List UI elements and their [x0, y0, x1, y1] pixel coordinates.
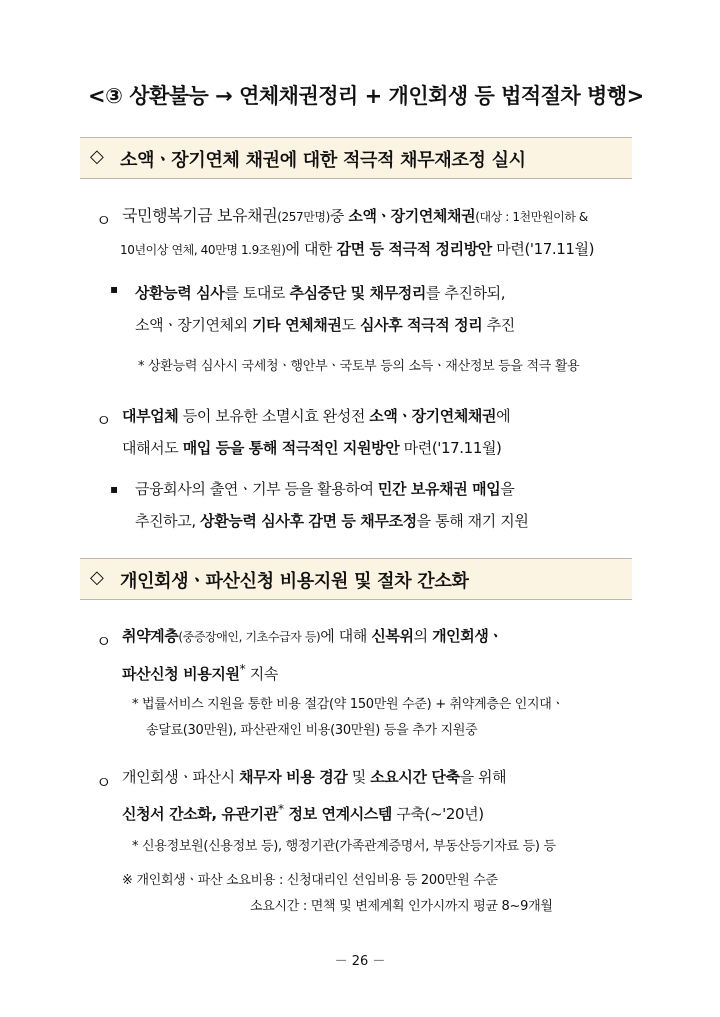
page-title [88, 80, 648, 110]
circle-bullet-icon: ㅇ [96, 632, 112, 651]
item-6-line-1: 개인회생ㆍ파산시 채무자 비용 경감 및 소요시간 단축을 위해 [122, 768, 507, 786]
diamond-icon: ◇ [90, 567, 104, 588]
circle-bullet-icon: ㅇ [96, 773, 112, 792]
reference-note-line-1: ※ 개인회생ㆍ파산 소요비용 : 신청대리인 선임비용 등 200만원 수준 [122, 873, 498, 888]
title-open-bracket: < [88, 84, 106, 108]
item-1-line-2: 10년이상 연체, 40만명 1.9조원)에 대한 감면 등 적극적 정리방안 마련('17.11월) [120, 240, 595, 258]
item-4-line-2: 추진하고, 상환능력 심사후 감면 등 채무조정을 통해 재기 지원 [135, 512, 529, 530]
footnote-marker: * [277, 801, 284, 816]
item-3 [122, 400, 510, 464]
item-6-line-2: 신청서 간소화, 유관기관* 정보 연계시스템 구축(~'20년) [122, 801, 484, 823]
footnote-marker: * [239, 661, 246, 676]
section-label: 소액ㆍ장기연체 채권에 대한 적극적 채무재조정 실시 [120, 150, 526, 171]
item-3-line-2: 대해서도 매입 등을 통해 적극적인 지원방안 마련('17.11월) [122, 439, 502, 457]
circle-bullet-icon: ㅇ [96, 411, 112, 430]
note-2-line-2: 송달료(30만원), 파산관재인 비용(30만원) 등을 추가 지원중 [146, 723, 478, 738]
item-6 [122, 761, 506, 830]
reference-note-line-2: 소요시간 : 면책 및 변제계획 인가시까지 평균 8~9개월 [250, 899, 553, 914]
section-header-2 [80, 558, 632, 600]
reference-note [122, 868, 553, 920]
title-number: ③ [105, 84, 123, 108]
asterisk-icon: * [138, 359, 145, 374]
square-bullet-icon: ▪ [110, 482, 119, 496]
item-2-line-2: 소액ㆍ장기연체외 기타 연체채권도 심사후 적극적 정리 추진 [135, 316, 515, 334]
note-3: * 신용정보원(신용정보 등), 행정기관(가족관계증명서, 부동산등기자료 등) 등 [132, 839, 556, 854]
item-4 [135, 473, 528, 537]
reference-mark-icon: ※ [122, 873, 133, 888]
item-3-line-1: 대부업체 등이 보유한 소멸시효 완성전 소액ㆍ장기연체채권에 [122, 407, 511, 425]
square-bullet-icon: ▪ [110, 282, 119, 296]
item-5 [122, 620, 503, 690]
arrow-icon: → [215, 84, 233, 108]
title-part-b: 연체채권정리 + 개인회생 등 법적절차 병행 [239, 84, 627, 108]
item-5-line-2: 파산신청 비용지원* 지속 [122, 661, 278, 683]
asterisk-icon: * [132, 839, 139, 854]
asterisk-icon: * [132, 697, 139, 712]
section-label: 개인회생ㆍ파산신청 비용지원 및 절차 간소화 [120, 571, 469, 592]
circle-bullet-icon: ㅇ [96, 211, 112, 230]
page-number: － 26 － [334, 954, 386, 969]
section-header-1 [80, 137, 632, 179]
item-4-line-1: 금융회사의 출연ㆍ기부 등을 활용하여 민간 보유채권 매입을 [135, 480, 515, 498]
title-close-bracket: > [626, 84, 644, 108]
item-5-line-1: 취약계층(중증장애인, 기초수급자 등)에 대해 신복위의 개인회생ㆍ [122, 627, 503, 645]
diamond-icon: ◇ [90, 146, 104, 167]
item-2 [135, 277, 515, 341]
title-part-a: 상환불능 [129, 84, 209, 108]
note-1: * 상환능력 심사시 국세청ㆍ행안부ㆍ국토부 등의 소득ㆍ재산정보 등을 적극 활용 [138, 359, 580, 374]
note-2-line-1: * 법률서비스 지원을 통한 비용 절감(약 150만원 수준) + 취약계층은 인지대ㆍ [132, 697, 564, 712]
item-1 [122, 200, 594, 266]
note-2 [132, 692, 564, 744]
item-1-line-1: 국민행복기금 보유채권(257만명)중 소액ㆍ장기연체채권(대상 : 1천만원이하 & [122, 206, 588, 225]
item-2-line-1: 상환능력 심사를 토대로 추심중단 및 채무정리를 추진하되, [135, 284, 506, 302]
